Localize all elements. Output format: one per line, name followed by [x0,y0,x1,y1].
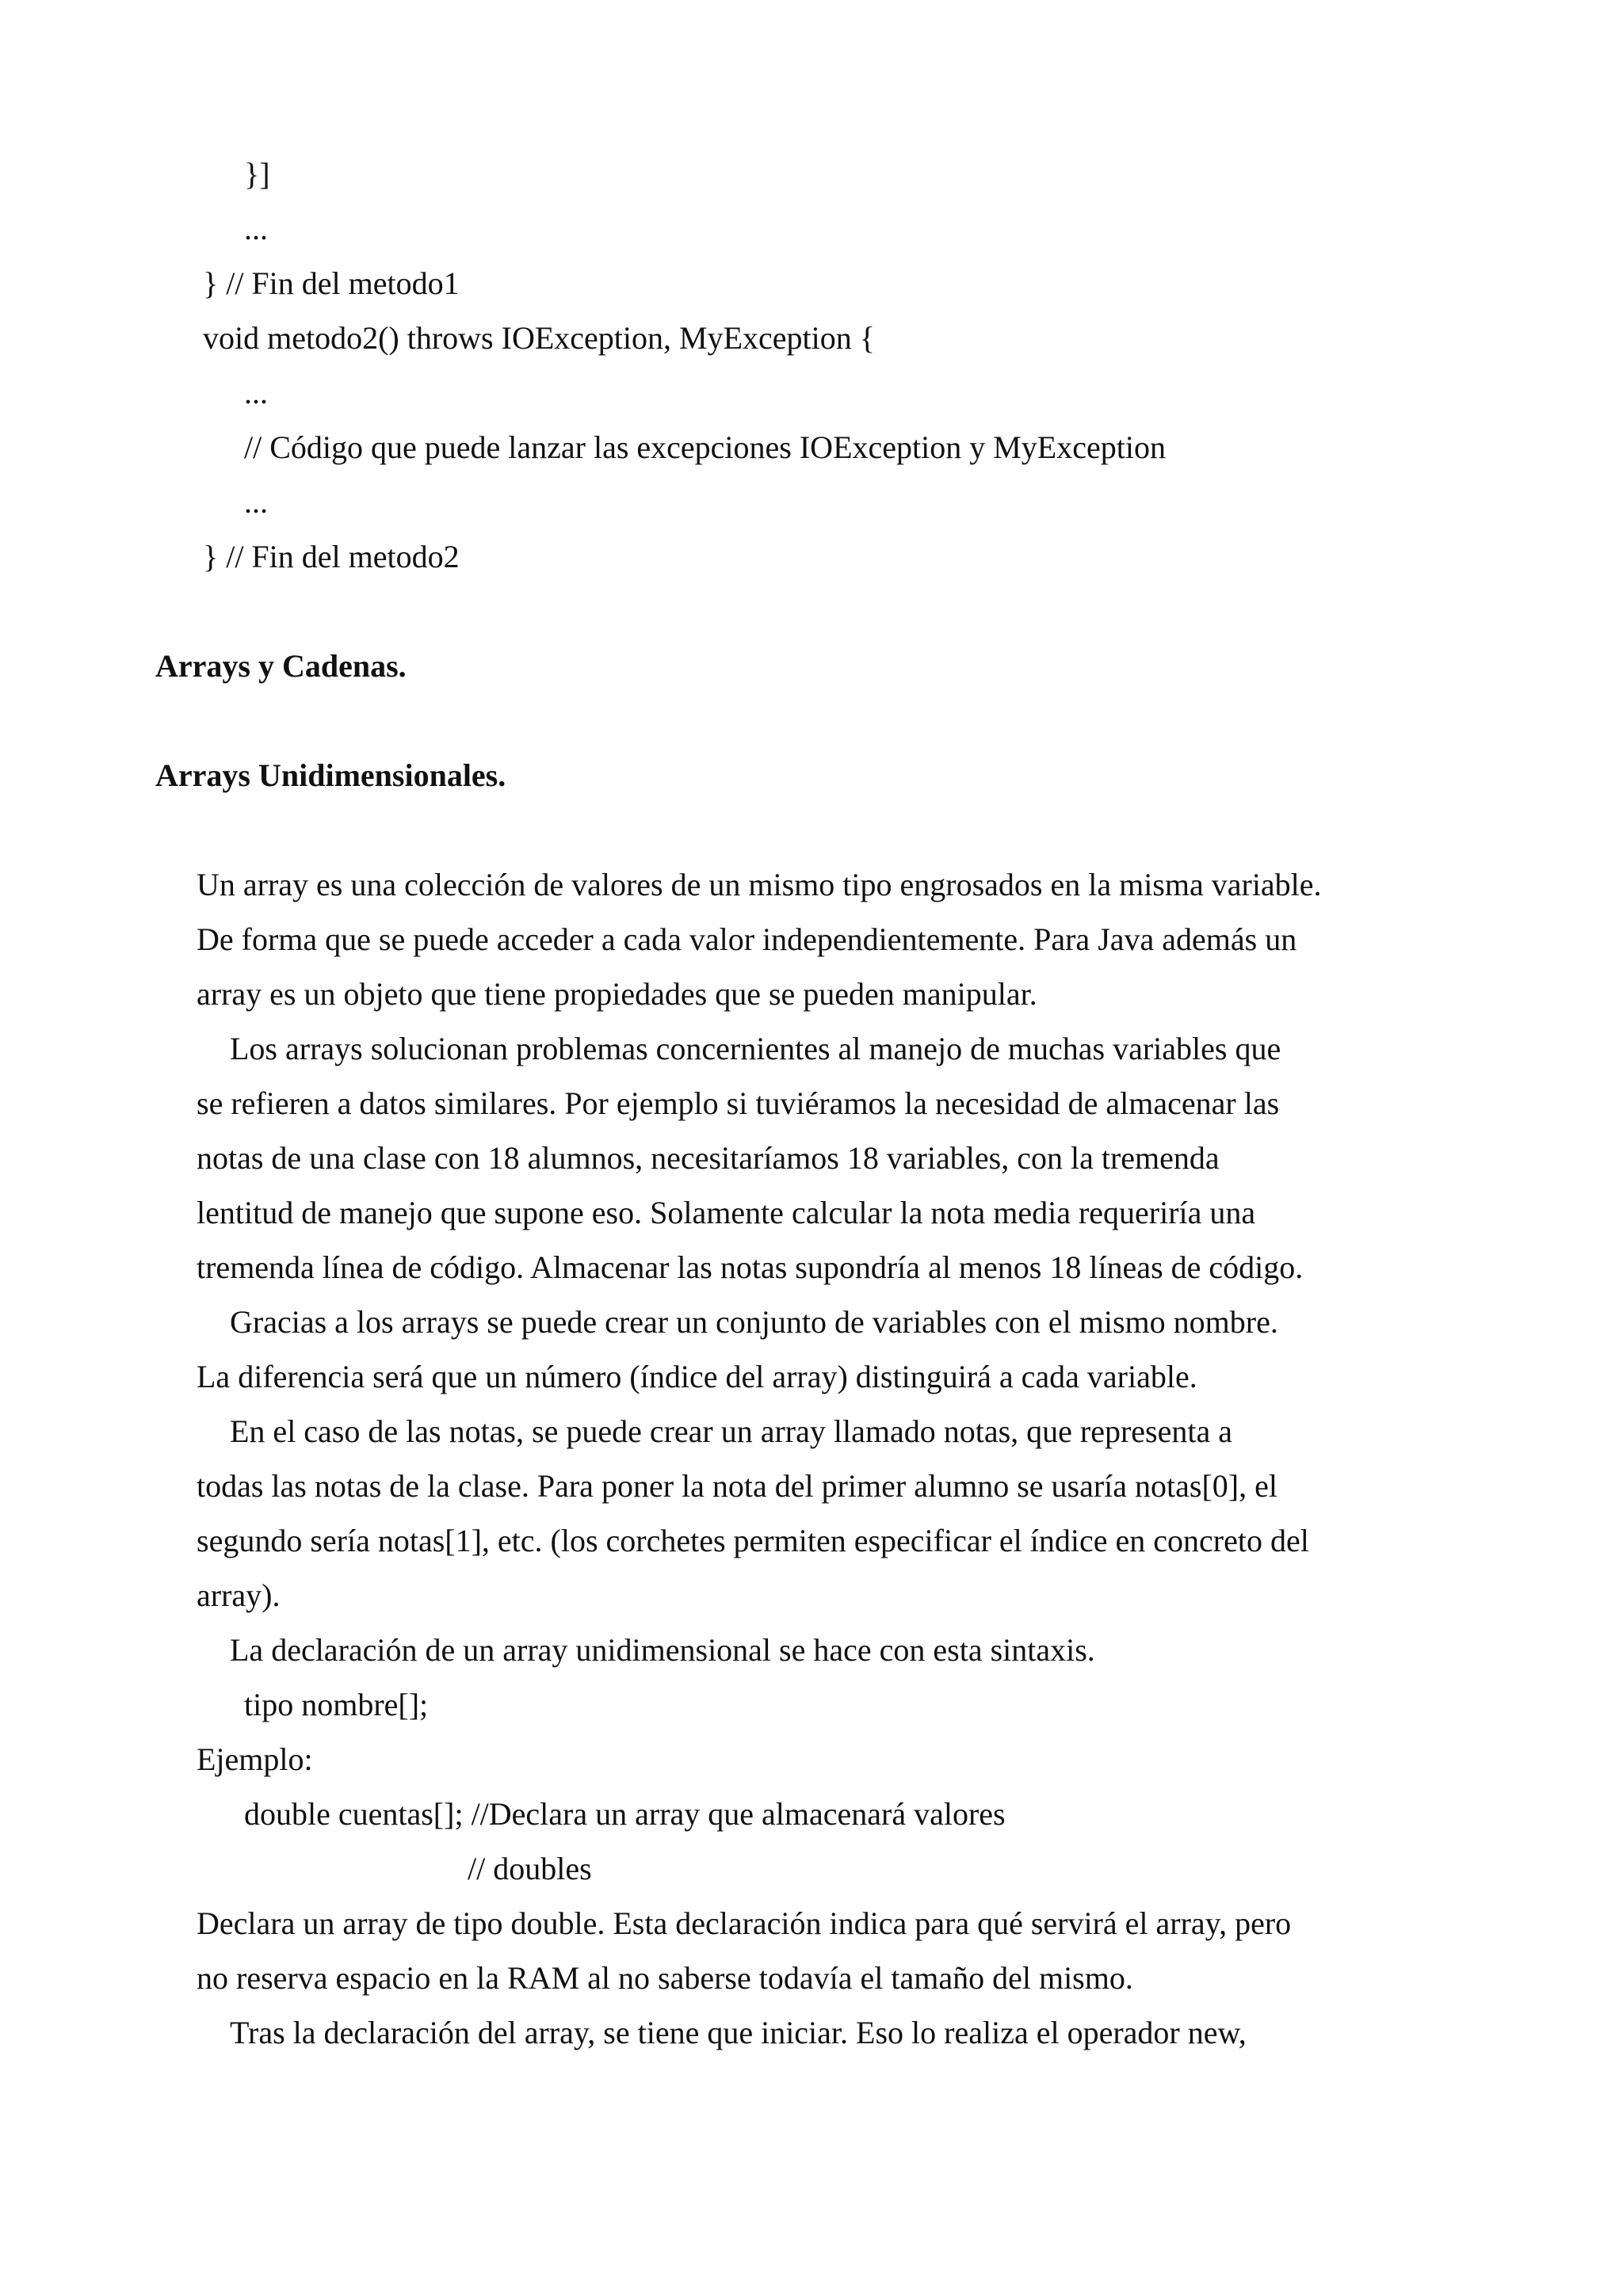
code-line: ... [244,484,268,520]
example-code-line: double cuentas[]; //Declara un array que almacenará valores [244,1796,1006,1832]
body-text-line: se refieren a datos similares. Por ejemplo si tuviéramos la necesidad de almacenar las [197,1085,1280,1121]
syntax-code-line: tipo nombre[]; [244,1687,429,1722]
body-text-line: segundo sería notas[1], etc. (los corchetes permiten especificar el índice en concreto del [197,1523,1309,1558]
code-line: } // Fin del metodo2 [203,539,460,574]
code-line: ... [244,375,268,410]
body-text-line: todas las notas de la clase. Para poner la nota del primer alumno se usaría notas[0], el [197,1468,1277,1504]
body-text-line: Gracias a los arrays se puede crear un conjunto de variables con el mismo nombre. [230,1304,1278,1340]
body-text-line: En el caso de las notas, se puede crear un array llamado notas, que representa a [230,1413,1232,1449]
body-text-line: La diferencia será que un número (índice del array) distinguirá a cada variable. [197,1359,1197,1394]
body-text-line: no reserva espacio en la RAM al no saberse todavía el tamaño del mismo. [197,1960,1133,1996]
code-line: void metodo2() throws IOException, MyException { [203,320,875,356]
code-line: // Código que puede lanzar las excepciones IOException y MyException [244,429,1166,465]
code-line: } // Fin del metodo1 [203,265,460,301]
body-text-line: lentitud de manejo que supone eso. Solamente calcular la nota media requeriría una [197,1195,1256,1230]
body-text-line: array). [197,1577,281,1613]
code-line: }] [244,156,270,192]
subsection-heading: Arrays Unidimensionales. [155,757,506,793]
body-text-line: Un array es una colección de valores de un mismo tipo engrosados en la misma variable. [197,867,1322,902]
body-text-line: Los arrays solucionan problemas concernientes al manejo de muchas variables que [230,1031,1281,1066]
section-heading: Arrays y Cadenas. [155,648,407,684]
example-label: Ejemplo: [197,1741,313,1777]
body-text-line: La declaración de un array unidimensional se hace con esta sintaxis. [230,1632,1095,1668]
body-text-line: De forma que se puede acceder a cada valor independientemente. Para Java además un [197,921,1297,957]
code-line: ... [244,211,268,246]
body-text-line: Declara un array de tipo double. Esta declaración indica para qué servirá el array, pero [197,1905,1292,1941]
example-code-line: // doubles [468,1851,592,1886]
body-text-line: array es un objeto que tiene propiedades que se pueden manipular. [197,976,1037,1012]
body-text-line: tremenda línea de código. Almacenar las notas supondría al menos 18 líneas de código. [197,1249,1304,1285]
body-text-line: Tras la declaración del array, se tiene que iniciar. Eso lo realiza el operador new, [230,2015,1247,2050]
body-text-line: notas de una clase con 18 alumnos, necesitaríamos 18 variables, con la tremenda [197,1140,1220,1176]
